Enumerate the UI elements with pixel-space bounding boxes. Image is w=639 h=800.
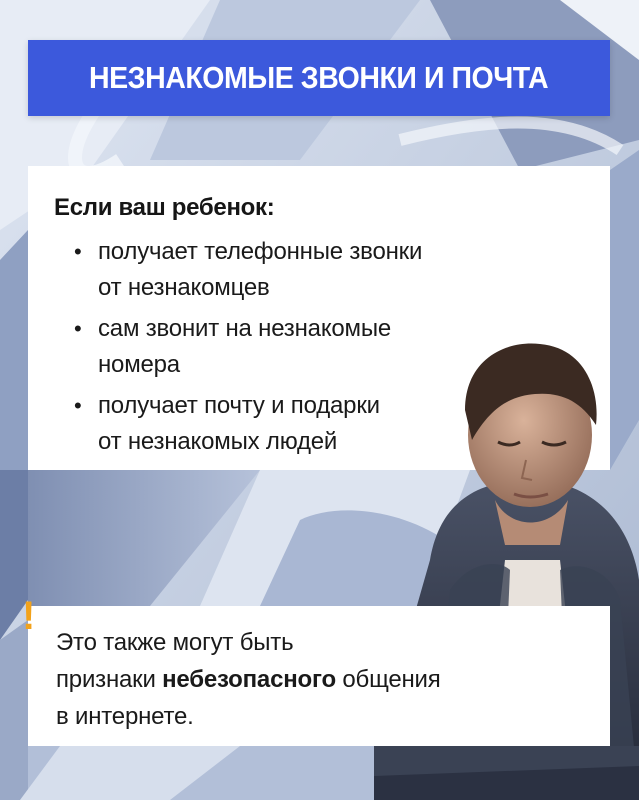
- warning-card: [28, 606, 610, 746]
- note-line-2: [56, 661, 582, 698]
- note-line-1: Это также могут быть: [56, 629, 294, 656]
- list-item-line: сам звонит на незнакомые: [98, 315, 392, 342]
- note-text: признаки: [56, 666, 163, 693]
- list-item-line: от незнакомцев: [98, 274, 270, 301]
- title-banner: [28, 40, 610, 116]
- list-item: [54, 234, 584, 306]
- bullet-icon: •: [74, 239, 82, 264]
- note-line-3: в интернете.: [56, 703, 194, 730]
- list-item-line: от незнакомых людей: [98, 428, 338, 455]
- note-emphasis: небезопасного: [162, 666, 336, 693]
- page-title: НЕЗНАКОМЫЕ ЗВОНКИ И ПОЧТА: [89, 60, 549, 95]
- bullet-icon: •: [74, 393, 82, 418]
- bullet-icon: •: [74, 316, 82, 341]
- list-item-line: получает телефонные звонки: [98, 238, 423, 265]
- note-text: общения: [335, 666, 441, 693]
- list-item-line: получает почту и подарки: [98, 392, 380, 419]
- illustration-bottom: [374, 746, 639, 800]
- card-heading: Если ваш ребенок:: [54, 194, 275, 221]
- list-item-line: номера: [98, 351, 180, 378]
- exclamation-icon: !: [22, 594, 36, 638]
